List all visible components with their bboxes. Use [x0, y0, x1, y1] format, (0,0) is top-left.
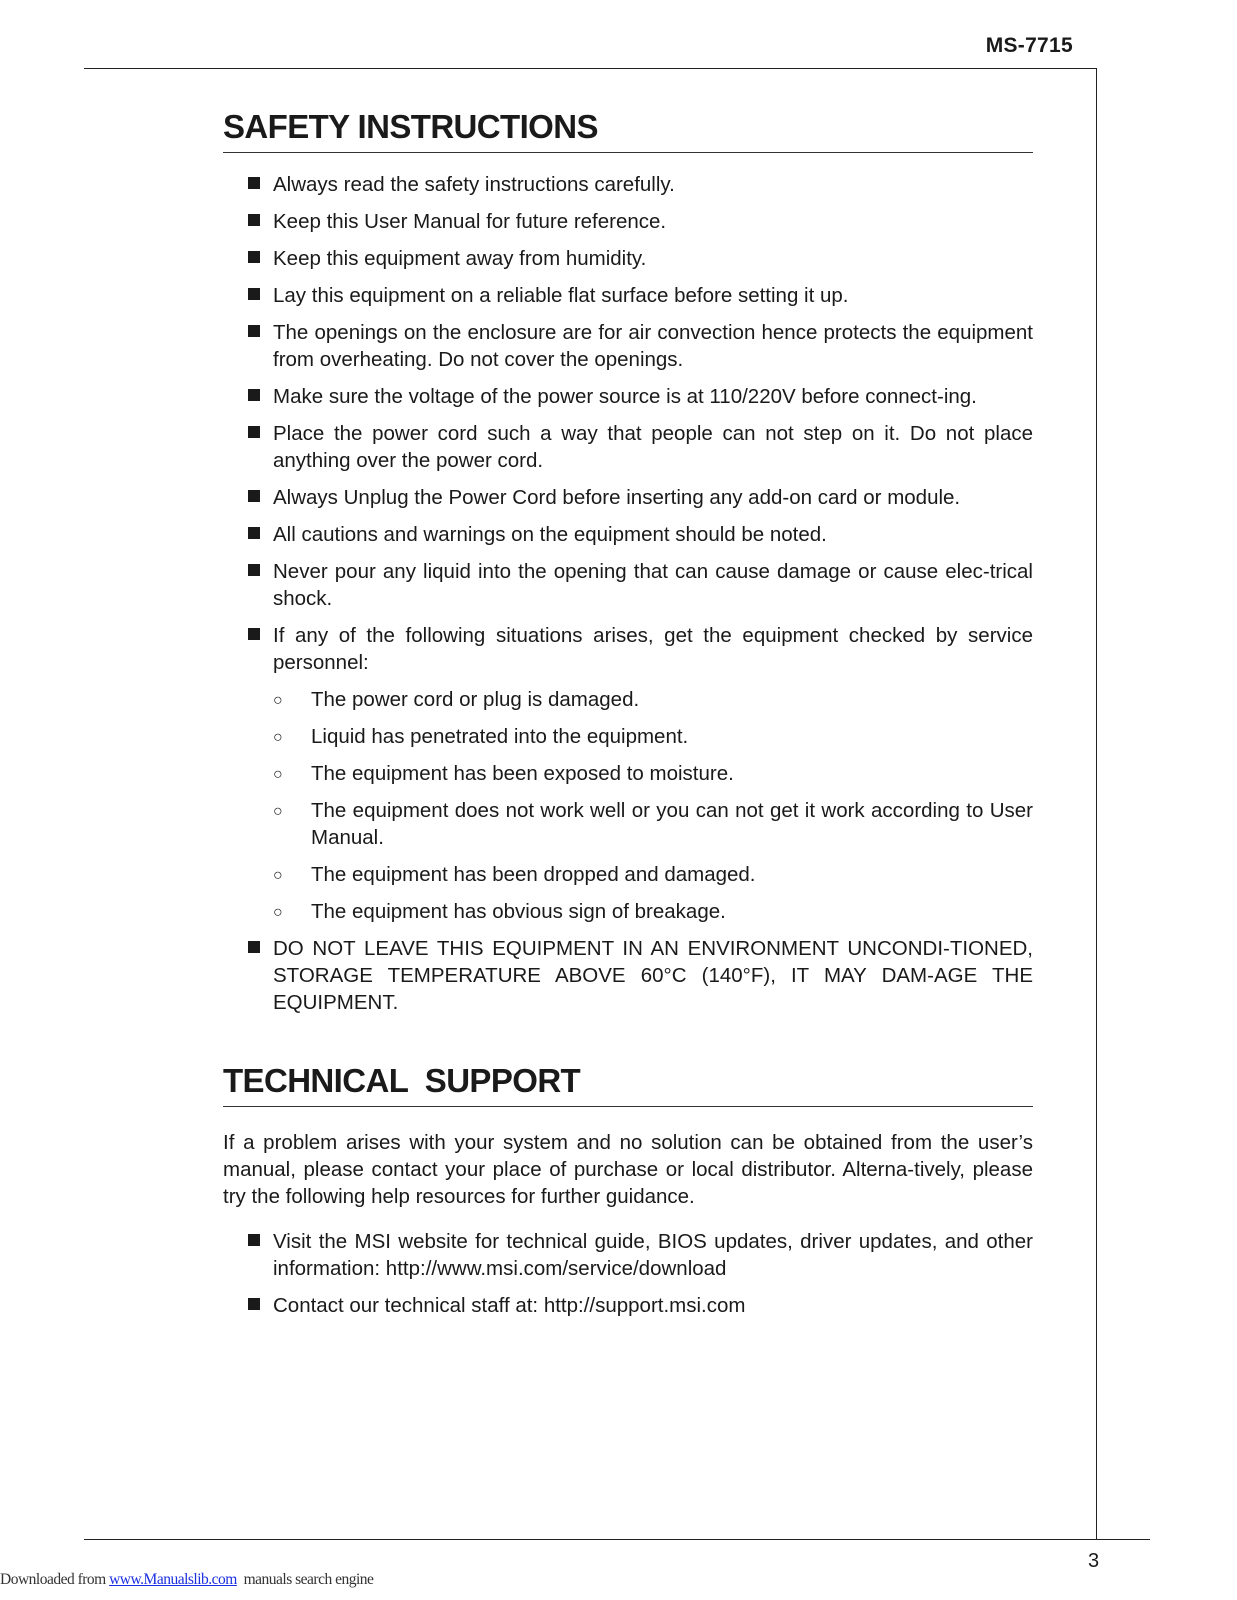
list-item: The openings on the enclosure are for air convection hence protects the equipment from overheating. Do not cover the openings.: [273, 319, 1033, 373]
circle-bullet-icon: ○: [273, 903, 283, 921]
download-footer: [0, 1571, 373, 1589]
list-item: Contact our technical staff at: http://support.msi.com: [273, 1292, 1033, 1319]
list-item: All cautions and warnings on the equipment should be noted.: [273, 521, 1033, 548]
square-bullet-icon: [248, 628, 260, 640]
square-bullet-icon: [248, 288, 260, 300]
square-bullet-icon: [248, 251, 260, 263]
support-list: [223, 1228, 1033, 1319]
circle-bullet-icon: ○: [273, 866, 283, 884]
sub-list-item: ○ The equipment has been dropped and damaged.: [311, 861, 1033, 888]
circle-bullet-icon: ○: [273, 691, 283, 709]
list-item: If any of the following situations arises, get the equipment checked by service personnel: ○ The power cord or plug is damaged. ○ Liquid has penetrated into the equipment. ○ The equipment has been exposed to moisture. ○ The equipment does not work well or you can not get it work according to User Manual. ○ The equipment has been dropped and damaged. ○ The equipment has obvious sign of breakage.: [273, 622, 1033, 925]
circle-bullet-icon: ○: [273, 728, 283, 746]
safety-list: [223, 171, 1033, 1016]
page-number: 3: [1088, 1550, 1100, 1572]
manualslib-link[interactable]: www.Manualslib.com: [109, 1571, 237, 1588]
page-content: [223, 108, 1033, 1329]
support-paragraph: If a problem arises with your system and no solution can be obtained from the user’s manual, please contact your place of purchase or local distributor. Alterna-tively, please try the following help resources for further guidance.: [223, 1130, 1033, 1208]
square-bullet-icon: [248, 325, 260, 337]
square-bullet-icon: [248, 490, 260, 502]
support-heading: TECHNICAL SUPPORT: [223, 1062, 1033, 1107]
square-bullet-icon: [248, 389, 260, 401]
sub-list-item: ○ The equipment has obvious sign of breakage.: [311, 898, 1033, 925]
square-bullet-icon: [248, 564, 260, 576]
sub-list-item: ○ Liquid has penetrated into the equipment.: [311, 723, 1033, 750]
square-bullet-icon: [248, 214, 260, 226]
square-bullet-icon: [248, 426, 260, 438]
safety-heading: SAFETY INSTRUCTIONS: [223, 108, 1033, 153]
square-bullet-icon: [248, 941, 260, 953]
square-bullet-icon: [248, 1298, 260, 1310]
bottom-rule: [84, 1539, 1150, 1540]
list-item: Keep this User Manual for future reference.: [273, 208, 1033, 235]
footer-prefix: Downloaded from: [0, 1571, 110, 1588]
footer-suffix: manuals search engine: [236, 1571, 374, 1588]
top-rule: [84, 68, 1096, 69]
square-bullet-icon: [248, 527, 260, 539]
sub-list-item: ○ The power cord or plug is damaged.: [311, 686, 1033, 713]
list-item: Always read the safety instructions carefully.: [273, 171, 1033, 198]
list-item: Never pour any liquid into the opening that can cause damage or cause elec-trical shock.: [273, 558, 1033, 612]
sub-list-item: ○ The equipment does not work well or you can not get it work according to User Manual.: [273, 798, 1033, 849]
list-item: DO NOT LEAVE THIS EQUIPMENT IN AN ENVIRONMENT UNCONDI-TIONED, STORAGE TEMPERATURE ABOVE 60°C (140°F), IT MAY DAM-AGE THE EQUIPMENT.: [273, 935, 1033, 1016]
list-item: Place the power cord such a way that people can not step on it. Do not place anything over the power cord.: [273, 420, 1033, 474]
side-rule: [1096, 68, 1097, 1540]
square-bullet-icon: [248, 177, 260, 189]
circle-bullet-icon: ○: [273, 802, 283, 820]
list-item: Always Unplug the Power Cord before inserting any add-on card or module.: [273, 484, 1033, 511]
list-item: Keep this equipment away from humidity.: [273, 245, 1033, 272]
model-label: MS-7715: [985, 34, 1073, 57]
square-bullet-icon: [248, 1234, 260, 1246]
list-item: Lay this equipment on a reliable flat surface before setting it up.: [273, 282, 1033, 309]
circle-bullet-icon: ○: [273, 765, 283, 783]
list-item: Visit the MSI website for technical guide, BIOS updates, driver updates, and other information: http://www.msi.com/service/download: [273, 1228, 1033, 1282]
list-item: Make sure the voltage of the power source is at 110/220V before connect-ing.: [273, 383, 1033, 410]
sub-list: [273, 686, 1033, 925]
sub-list-item: ○ The equipment has been exposed to moisture.: [311, 760, 1033, 787]
